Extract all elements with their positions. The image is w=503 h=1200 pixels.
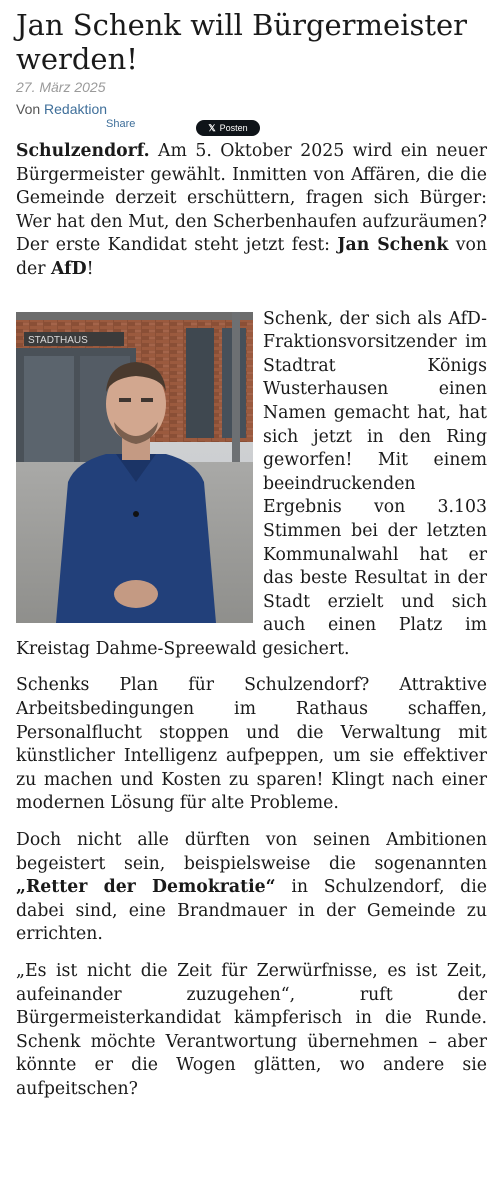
byline-prefix: Von xyxy=(16,101,41,117)
page-title: Jan Schenk will Bürgermeister werden! xyxy=(16,8,468,76)
share-bar xyxy=(16,118,487,140)
building-sign: STADTHAUS xyxy=(28,334,88,346)
byline xyxy=(16,100,487,118)
share-link[interactable]: Share xyxy=(106,118,136,130)
x-post-label: Posten xyxy=(219,123,248,133)
paragraph-background: Schenk, der sich als AfD-Fraktionsvorsitzender im Stadtrat Königs Wusterhausen einen Namen gemacht hat, hat sich jetzt in den Ring geworfen! Mit einem beeindruckenden Ergebnis von 3.103 Stimmen bei der letzten Kommunalwahl hat er das beste Resultat in der Stadt erzielt und sich auch einen Platz im Kreistag Dahme-Spreewald gesichert. xyxy=(16,308,487,659)
paragraph-quote: „Es ist nicht die Zeit für Zerwürfnisse, es ist Zeit, aufeinander zuzugehen“, ruft der Bürgermeisterkandidat kämpferisch in die Runde. Schenk möchte Verantwortung übernehmen – aber könnte er die Wogen glätten, wo andere sie aufpeitschen? xyxy=(16,961,487,1099)
party-name: AfD xyxy=(51,258,87,279)
candidate-photo xyxy=(16,312,253,623)
paragraph-plan: Schenks Plan für Schulzendorf? Attraktive Arbeitsbedingungen im Rathaus schaffen, Personalflucht stoppen und die Verwaltung mit künstlicher Intelligenz aufpeppen, um sie effektiver zu machen und Kosten zu sparen! Klingt nach einer modernen Lösung für alte Probleme. xyxy=(16,675,487,814)
article-date: 27. März 2025 xyxy=(16,79,106,95)
quoted-group: „Retter der Demokratie“ xyxy=(16,877,276,898)
author-link[interactable]: Redaktion xyxy=(44,101,108,117)
paragraph-intro: Schulzendorf. Am 5. Oktober 2025 wird ein neuer Bürgermeister gewählt. Inmitten von Affären, die die Gemeinde derzeit erschüttern, fragen sich Bürger: Wer hat den Mut, den Scherbenhaufen aufzuräumen? Der erste Kandidat steht jetzt fest: Jan Schenk von der AfD! xyxy=(16,141,487,279)
candidate-name: Jan Schenk xyxy=(337,235,449,256)
paragraph-opposition: Doch nicht alle dürften von seinen Ambitionen begeistert sein, beispielsweise die sogenannten „Retter der Demokratie“ in Schulzendorf, die dabei sind, eine Brandmauer in der Gemeinde zu errichten. xyxy=(16,830,487,945)
x-post-button[interactable] xyxy=(196,120,260,136)
x-logo-icon: 𝕏 xyxy=(208,122,216,133)
dateline: Schulzendorf. xyxy=(16,141,150,161)
